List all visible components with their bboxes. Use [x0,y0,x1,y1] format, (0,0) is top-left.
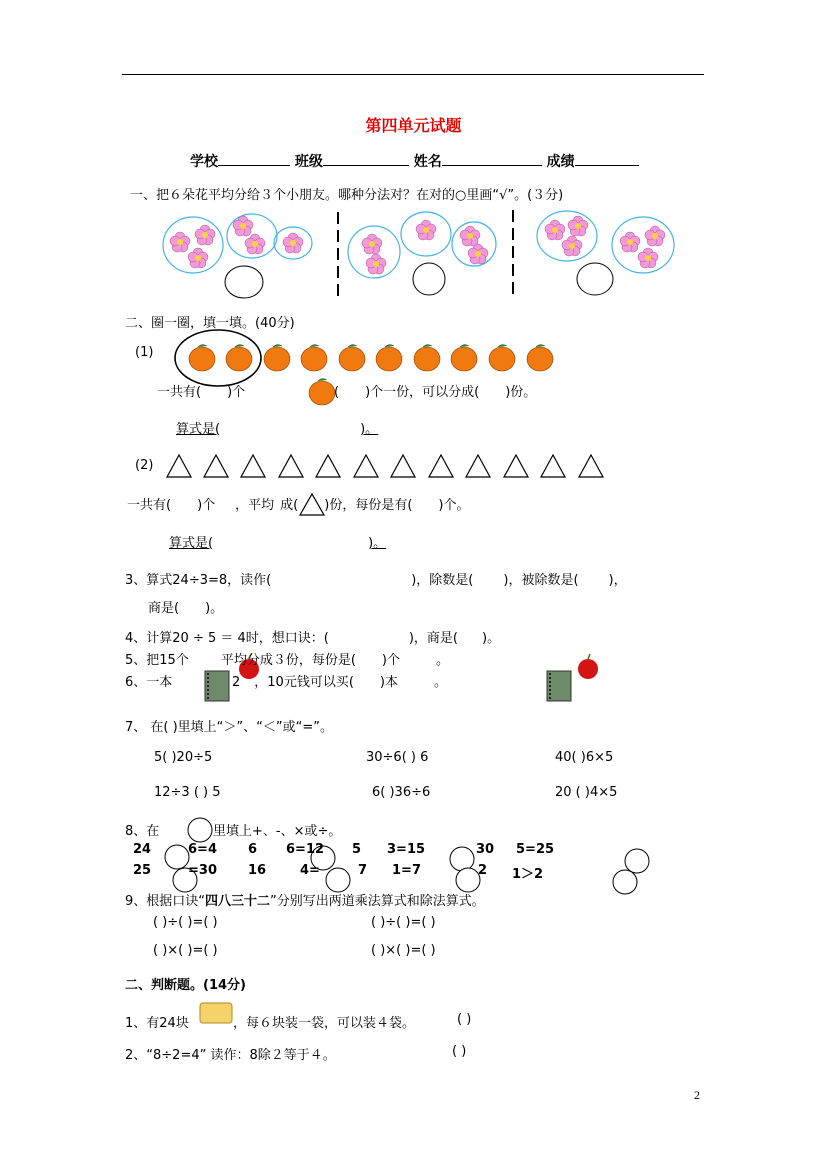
q8-r1-2: 6 [248,842,258,857]
q4-line [125,627,500,646]
q9-div-2[interactable]: ( )÷( )=( ) [371,915,436,930]
score-label: 成绩 [546,154,575,170]
q8-text2: 里填上+、-、×或÷。 [213,824,342,839]
j2-a: 2、“8÷2=4” 读作：8除２等于４。 [125,1048,336,1063]
q8-r2-4: 7 [358,863,368,878]
q8-r1-4: 5 [352,842,362,857]
q8-text: 8、在 [125,824,160,839]
section2-title: 二、圈一圈，填一填。(40分) [125,316,295,331]
q8-r1-5: 3=15 [387,842,426,857]
q2-2-line-b: )个 [197,498,216,513]
q5-d: 。 [435,653,449,668]
q7-r1-c1[interactable]: 5( )20÷5 [154,750,213,765]
q9-b: 四八三十二 [205,894,271,909]
q2-2-line-a: 一共有( [127,498,172,513]
q7-r2-c2[interactable]: 6( )36÷6 [372,785,431,800]
q5-a: 5、把15个 [125,653,189,668]
q8-r2-7: 1＞2 [512,867,544,882]
q8-r2-5: 1=7 [392,863,421,878]
q7-text: 7、 在( )里填上“＞”、“＜”或“=”。 [125,720,333,735]
q2-1-line2 [334,381,536,400]
q3-line2 [148,597,223,616]
q4-a: 4、计算20 ÷ 5 ＝ 4时，想口诀：( [125,631,329,646]
q4-b: )，商是( [408,631,459,646]
formula-end: )。 [368,536,387,551]
q3-f: )。 [205,601,224,616]
class-label: 班级 [294,154,323,170]
formula-end: )。 [360,422,379,437]
q6-a: 6、一本 [125,675,173,690]
q4-c: )。 [482,631,501,646]
q2-1-line [157,381,245,400]
q8-r1-0: 24 [133,842,152,857]
q8-r2-1: =30 [188,863,217,878]
section3-title: 二、判断题。(14分) [125,978,246,993]
q7-r2-c1[interactable]: 12÷3 ( ) 5 [154,785,221,800]
q2-2-num: (2) [135,458,154,473]
q2-1-line-c: )个一份，可以分成( [365,385,480,400]
q1-text: 一、把６朵花平均分给３个小朋友。哪种分法对？在对的○里画“√”。(３分) [130,188,564,203]
school-label: 学校 [190,154,218,170]
q6-c: ，10元钱可以买( [254,675,354,690]
q7-r1-c2[interactable]: 30÷6( ) 6 [366,750,429,765]
j1-b: ，每６块装一袋，可以装４袋。 [233,1016,416,1031]
q6-b: 2 [232,675,241,690]
q6-e: 。 [433,675,447,690]
q3-line [125,569,627,588]
j1-answer[interactable]: ( ) [457,1012,472,1027]
q2-2-formula [169,532,386,551]
j1-a: 1、有24块 [125,1016,189,1031]
q8-r1-6: 30 [476,842,495,857]
q9-a: 9、根据口诀“ [125,894,206,909]
q8-r2-6: 2 [478,863,488,878]
q2-2-line-e: )份，每份是有( [324,498,413,513]
q2-2-line-d: 成( [280,498,299,513]
q2-1-line-a: 一共有( [157,385,202,400]
q3-a: 3、算式24÷3=8，读作( [125,573,272,588]
q9-mul-2[interactable]: ( )×( )=( ) [371,943,436,958]
q8-r1-1: 6=4 [188,842,217,857]
q7-r2-c3[interactable]: 20 ( )4×5 [555,785,618,800]
q9-mul-1[interactable]: ( )×( )=( ) [153,943,218,958]
q5-c: )个 [381,653,400,668]
formula-label: 算式是( [169,536,214,551]
q7-r1-c3[interactable]: 40( )6×5 [555,750,614,765]
page-title: 第四单元试题 [365,116,462,135]
q8-r1-7: 5=25 [516,842,555,857]
q2-2-line-c: ，平均 [235,498,275,513]
q9-c: ”分别写出两道乘法算式和除法算式。 [270,894,485,909]
q5-line [125,649,449,668]
q3-b: )，除数是( [411,573,474,588]
q2-1-formula [176,418,378,437]
q3-e: 商是( [148,601,180,616]
q3-d: )， [608,573,627,588]
q2-1-line-b: )个 [227,385,246,400]
q6-d: )本 [379,675,398,690]
q2-2-line [127,494,469,513]
q2-1-paren: ( [334,385,340,400]
q8-r2-3: 4= [300,863,320,878]
q2-2-line-f: )个。 [438,498,470,513]
name-label: 姓名 [413,154,442,170]
q2-1-num: (1) [135,345,154,360]
formula-label: 算式是( [176,422,221,437]
q3-c: )，被除数是( [503,573,579,588]
q8-r1-3: 6=12 [286,842,325,857]
j2-answer[interactable]: ( ) [452,1044,467,1059]
q8-r2-0: 25 [133,863,152,878]
q8-r2-2: 16 [248,863,267,878]
q2-1-line-d: )份。 [505,385,537,400]
q9-line [125,890,485,909]
q9-div-1[interactable]: ( )÷( )=( ) [153,915,218,930]
page-number: 2 [694,1088,700,1102]
q6-line [232,671,447,690]
q5-b: 平均分成３份，每份是( [220,653,356,668]
